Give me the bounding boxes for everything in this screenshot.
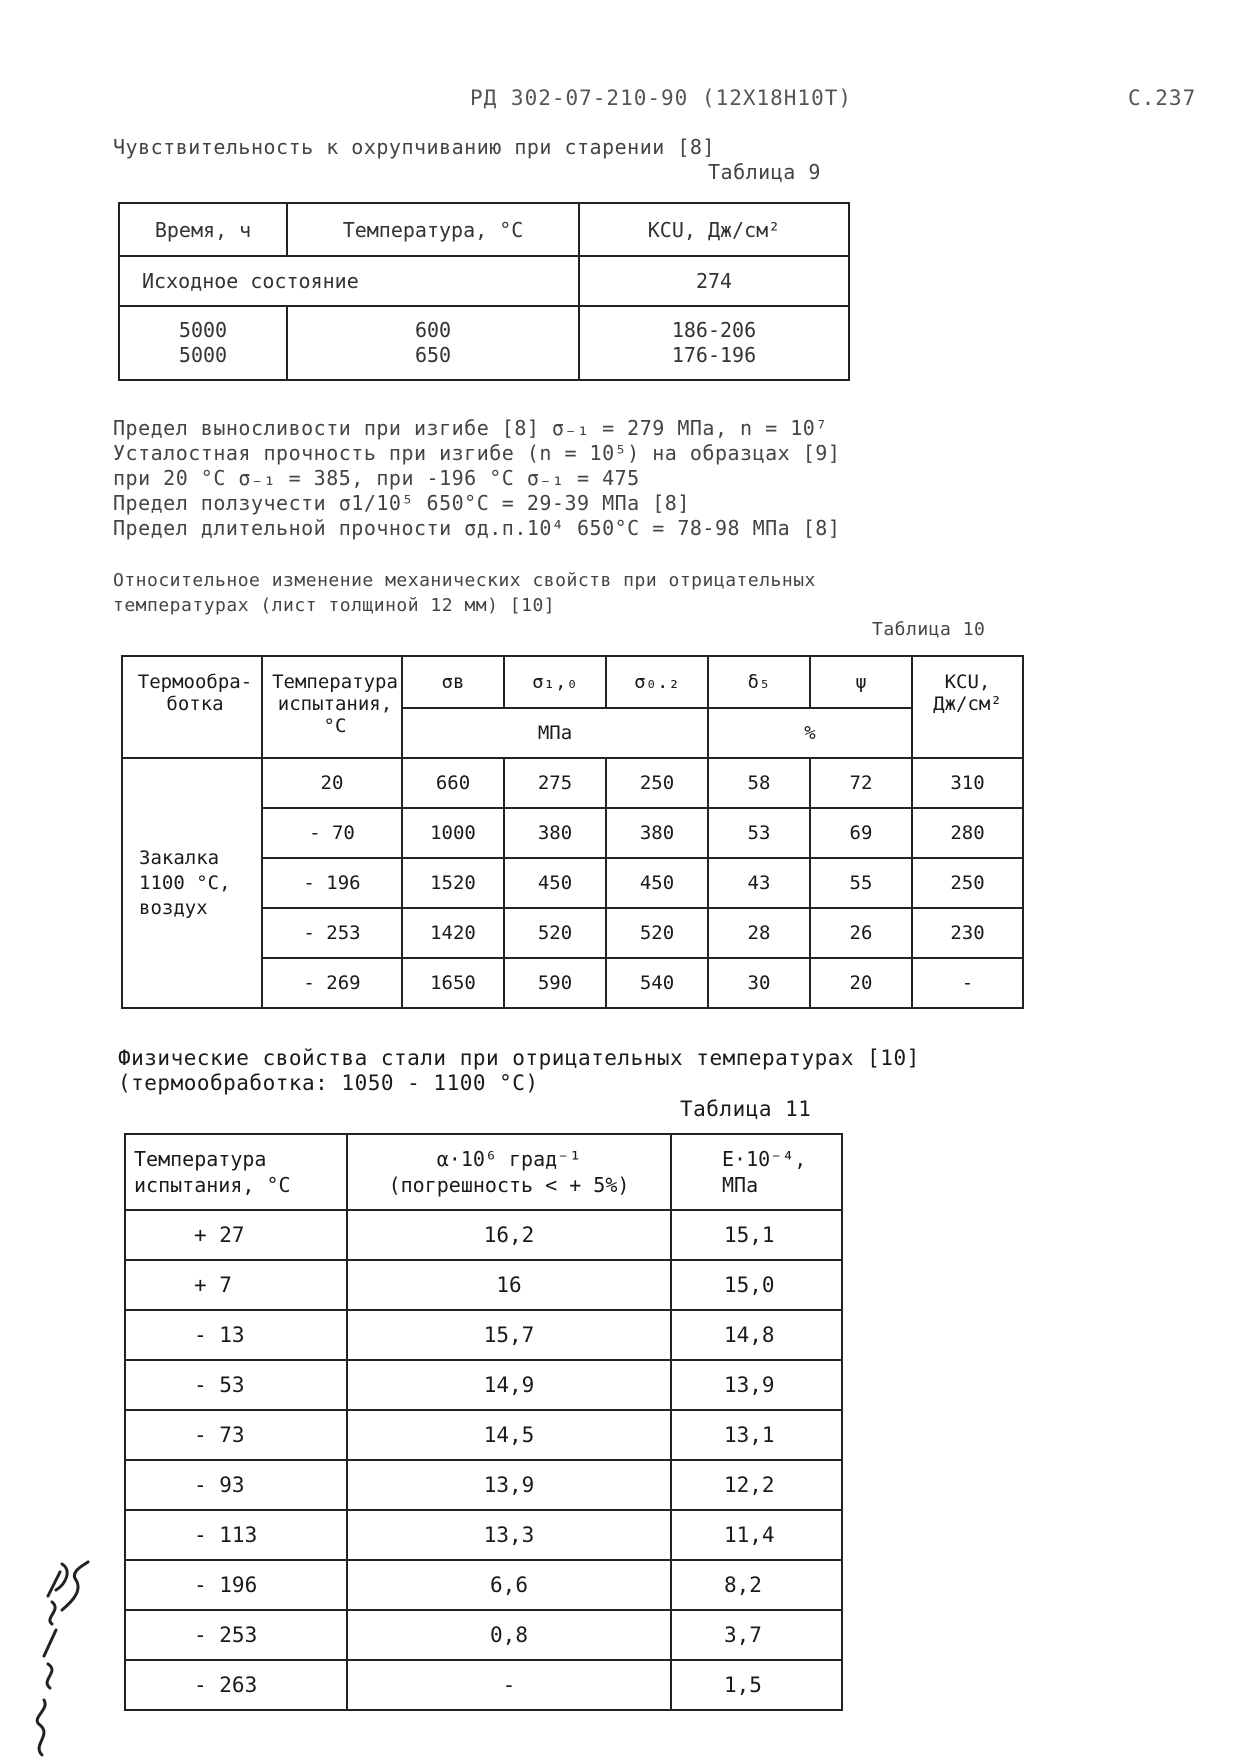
t10-cell: 660	[402, 758, 504, 808]
t10-cell: 230	[912, 908, 1023, 958]
t11-cell: - 53	[125, 1360, 347, 1410]
t11-cell: 8,2	[671, 1560, 842, 1610]
table-row	[125, 1560, 842, 1610]
t11-cell: 6,6	[347, 1560, 671, 1610]
t9-initial-value: 274	[579, 256, 849, 306]
t10-cell: 450	[606, 858, 708, 908]
table-row	[125, 1610, 842, 1660]
t11-cell: - 73	[125, 1410, 347, 1460]
t9-initial-label: Исходное состояние	[119, 256, 579, 306]
t10-cell: 590	[504, 958, 606, 1008]
table-row	[125, 1660, 842, 1710]
t9-row1-kcu: 186-206	[671, 318, 757, 342]
table-row	[125, 1210, 842, 1260]
t11-cell: 3,7	[671, 1610, 842, 1660]
t11-cell: - 113	[125, 1510, 347, 1560]
t11-cell: - 93	[125, 1460, 347, 1510]
t10-cell: 1520	[402, 858, 504, 908]
table11-label: Таблица 11	[680, 1097, 812, 1121]
t11-cell: + 7	[125, 1260, 347, 1310]
t11-header-alpha: α·10⁶ град⁻¹ (погрешность < + 5%)	[347, 1134, 671, 1210]
t10-cell: 520	[504, 908, 606, 958]
t10-cell: 26	[810, 908, 912, 958]
t10-cell: 380	[606, 808, 708, 858]
t11-cell: 15,0	[671, 1260, 842, 1310]
t11-cell: - 13	[125, 1310, 347, 1360]
t10-header-sigma-b: σв	[402, 656, 504, 708]
page-number: С.237	[1128, 86, 1197, 110]
t10-cell: 450	[504, 858, 606, 908]
t11-cell: 12,2	[671, 1460, 842, 1510]
t11-cell: 1,5	[671, 1660, 842, 1710]
t10-cell: 20	[262, 758, 402, 808]
t10-cell: 69	[810, 808, 912, 858]
t10-cell: - 253	[262, 908, 402, 958]
t9-row1-temp: 600	[414, 318, 452, 342]
t10-cell: 58	[708, 758, 810, 808]
t10-header-temp: Температура испытания, °С	[262, 656, 402, 758]
t10-cell: 28	[708, 908, 810, 958]
t11-cell: 15,7	[347, 1310, 671, 1360]
props-line-5: Предел длительной прочности σд.п.10⁴ 650°С = 78-98 МПа [8]	[113, 516, 841, 540]
t9-kcu-cell	[579, 306, 849, 380]
t10-cell: 310	[912, 758, 1023, 808]
t10-cell: 30	[708, 958, 810, 1008]
t10-cell: 540	[606, 958, 708, 1008]
table9-intro: Чувствительность к охрупчиванию при старении [8]	[113, 135, 715, 159]
t11-cell: 16,2	[347, 1210, 671, 1260]
table11-intro-1: Физические свойства стали при отрицательных температурах [10]	[118, 1046, 920, 1070]
t10-cell: 520	[606, 908, 708, 958]
table10-label: Таблица 10	[872, 619, 986, 640]
t11-cell: 13,9	[671, 1360, 842, 1410]
t9-row2-kcu: 176-196	[671, 343, 757, 367]
table10-intro-1: Относительное изменение механических свойств при отрицательных	[113, 570, 816, 591]
t10-cell: 380	[504, 808, 606, 858]
table-11	[124, 1133, 843, 1711]
t11-cell: 14,8	[671, 1310, 842, 1360]
t11-cell: 14,9	[347, 1360, 671, 1410]
t11-cell: -	[347, 1660, 671, 1710]
t10-cell: 55	[810, 858, 912, 908]
t10-unit-pct: %	[708, 708, 912, 758]
t10-cell: 53	[708, 808, 810, 858]
table-9	[118, 202, 850, 381]
t11-cell: 0,8	[347, 1610, 671, 1660]
t10-header-treatment: Термообра- ботка	[122, 656, 262, 758]
props-line-1: Предел выносливости при изгибе [8] σ₋₁ = 279 МПа, n = 10⁷	[113, 416, 828, 440]
t11-cell: 13,9	[347, 1460, 671, 1510]
t10-header-kcu: KCU, Дж/см²	[912, 656, 1023, 758]
t10-cell: 250	[606, 758, 708, 808]
table-row	[125, 1260, 842, 1310]
t9-row2-temp: 650	[414, 343, 452, 367]
t10-cell: 1420	[402, 908, 504, 958]
t11-header-temp: Температура испытания, °С	[125, 1134, 347, 1210]
props-line-3: при 20 °С σ₋₁ = 385, при -196 °С σ₋₁ = 475	[113, 466, 640, 490]
table11-intro-2: (термообработка: 1050 - 1100 °С)	[118, 1071, 539, 1095]
t10-header-psi: ψ	[810, 656, 912, 708]
t10-cell: -	[912, 958, 1023, 1008]
props-line-4: Предел ползучести σ1/10⁵ 650°С = 29-39 МПа [8]	[113, 491, 690, 515]
table-row	[122, 758, 1023, 808]
t10-cell: - 196	[262, 858, 402, 908]
table-row	[125, 1410, 842, 1460]
t10-cell: - 269	[262, 958, 402, 1008]
document-code: РД 302-07-210-90 (12Х18Н10Т)	[470, 86, 853, 110]
t10-treatment: Закалка 1100 °С, воздух	[122, 758, 262, 1008]
t10-cell: - 70	[262, 808, 402, 858]
t11-cell: 13,3	[347, 1510, 671, 1560]
t11-header-e: E·10⁻⁴, МПа	[671, 1134, 842, 1210]
table-row	[125, 1510, 842, 1560]
t10-header-sigma-10: σ₁,₀	[504, 656, 606, 708]
handwritten-signature	[22, 1560, 102, 1760]
table-10	[121, 655, 1024, 1009]
t11-cell: + 27	[125, 1210, 347, 1260]
t10-cell: 275	[504, 758, 606, 808]
t10-cell: 250	[912, 858, 1023, 908]
t9-temp-cell	[287, 306, 579, 380]
t9-time-cell	[119, 306, 287, 380]
t11-cell: 14,5	[347, 1410, 671, 1460]
t10-header-delta5: δ₅	[708, 656, 810, 708]
t11-cell: 13,1	[671, 1410, 842, 1460]
t11-cell: - 263	[125, 1660, 347, 1710]
t11-cell: 11,4	[671, 1510, 842, 1560]
t10-cell: 72	[810, 758, 912, 808]
t10-unit-mpa: МПа	[402, 708, 708, 758]
table9-label: Таблица 9	[708, 160, 821, 184]
t10-cell: 20	[810, 958, 912, 1008]
table-row	[125, 1360, 842, 1410]
props-line-2: Усталостная прочность при изгибе (n = 10⁵) на образцах [9]	[113, 441, 841, 465]
t10-cell: 1000	[402, 808, 504, 858]
t9-row2-time: 5000	[178, 343, 228, 367]
t10-cell: 280	[912, 808, 1023, 858]
t11-cell: 16	[347, 1260, 671, 1310]
t11-cell: 15,1	[671, 1210, 842, 1260]
t9-header-time: Время, ч	[119, 203, 287, 256]
t10-header-sigma-02: σ₀.₂	[606, 656, 708, 708]
t9-header-kcu: КСU, Дж/см²	[579, 203, 849, 256]
table-row	[125, 1310, 842, 1360]
t9-row1-time: 5000	[178, 318, 228, 342]
t10-cell: 1650	[402, 958, 504, 1008]
table-row	[125, 1460, 842, 1510]
t9-header-temp: Температура, °С	[287, 203, 579, 256]
t10-cell: 43	[708, 858, 810, 908]
t11-cell: - 253	[125, 1610, 347, 1660]
table10-intro-2: температурах (лист толщиной 12 мм) [10]	[113, 595, 556, 616]
t11-cell: - 196	[125, 1560, 347, 1610]
